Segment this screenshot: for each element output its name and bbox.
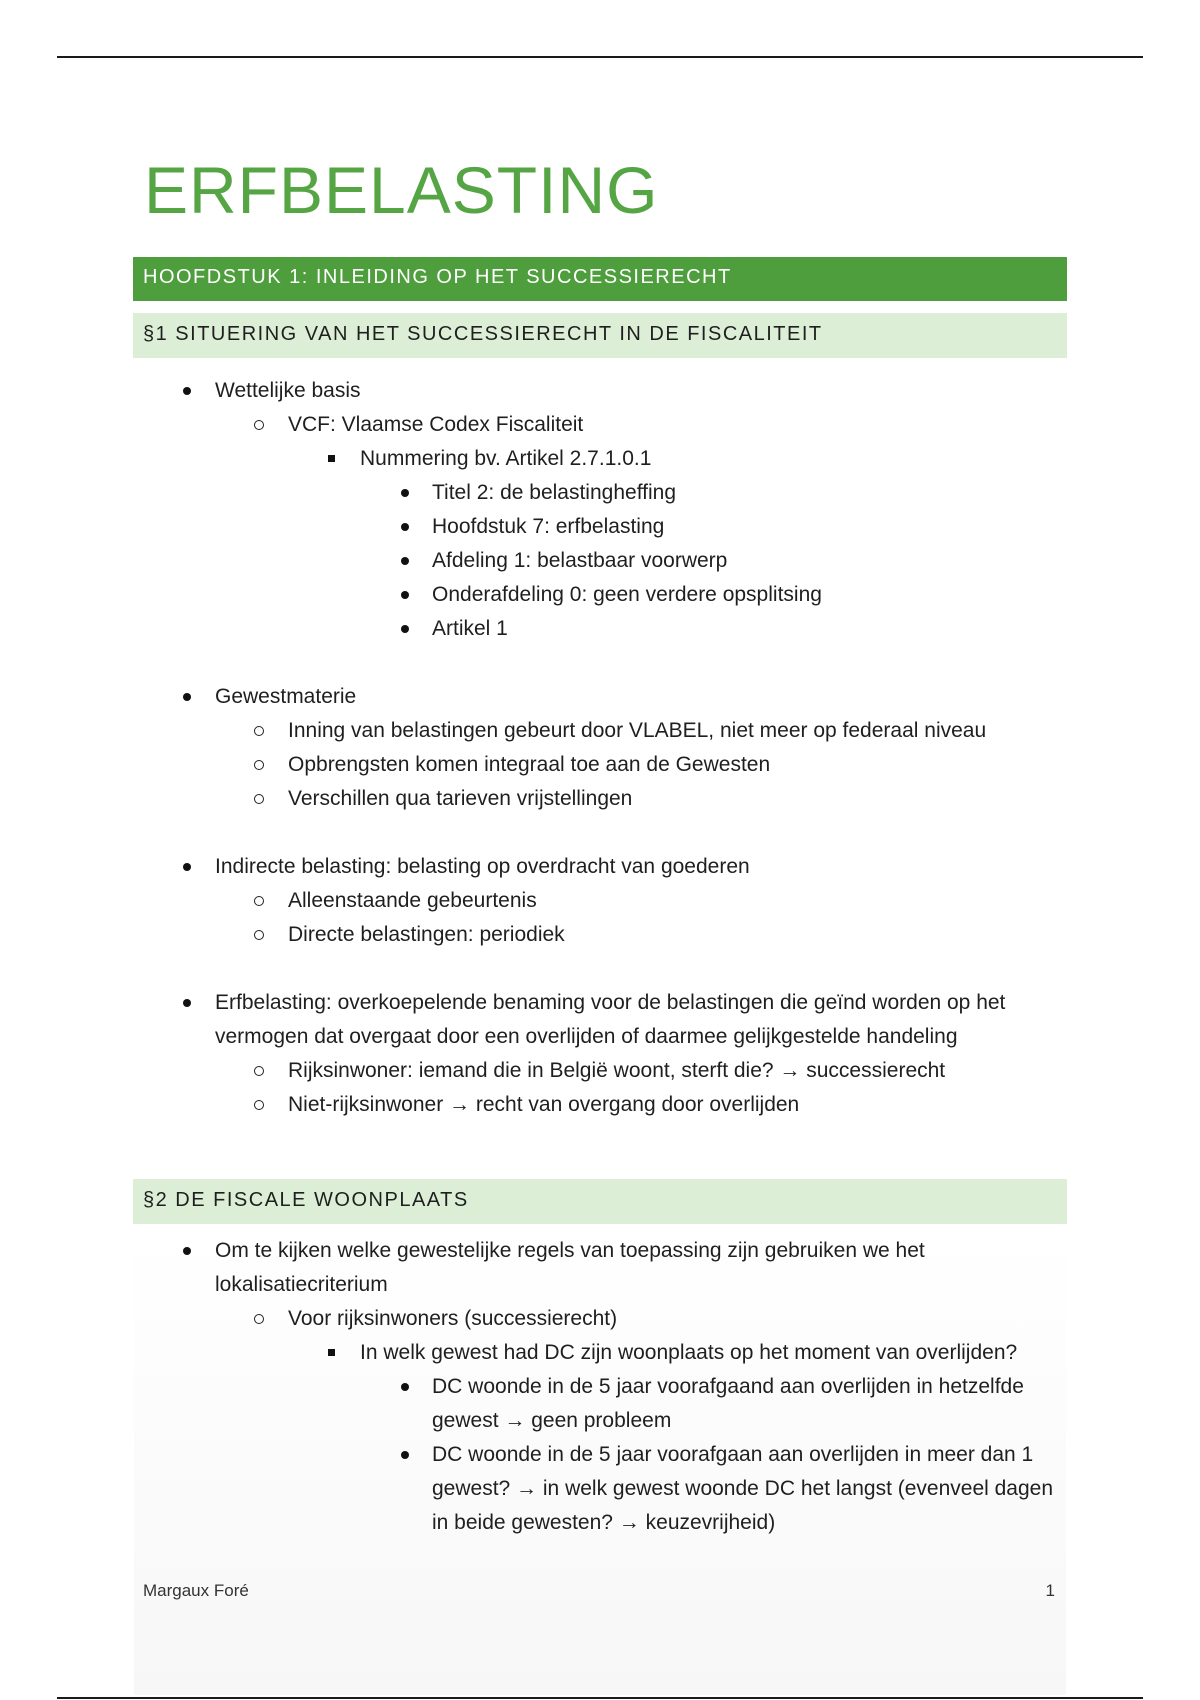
footer-author: Margaux Foré [143, 1581, 249, 1600]
bottom-rule [57, 1697, 1143, 1699]
list-item: Erfbelasting: overkoepelende benaming voor de belastingen die geïnd worden op het vermogen dat overgaat door een overlijden of daarmee gelijkgestelde handeling [133, 986, 1067, 1054]
list-item: In welk gewest had DC zijn woonplaats op het moment van overlijden? [133, 1336, 1067, 1370]
list-item: Niet-rijksinwoner → recht van overgang door overlijden [133, 1088, 1067, 1122]
list-item: Nummering bv. Artikel 2.7.1.0.1 [133, 442, 1067, 476]
section-heading-2: §2 DE FISCALE WOONPLAATS [133, 1179, 1067, 1224]
list-item: VCF: Vlaamse Codex Fiscaliteit [133, 408, 1067, 442]
section-1-list [133, 374, 1067, 1122]
document-body [133, 140, 1067, 1540]
list-item: Rijksinwoner: iemand die in België woont, sterft die? → successierecht [133, 1054, 1067, 1088]
list-item: Artikel 1 [133, 612, 1067, 646]
list-item: DC woonde in de 5 jaar voorafgaand aan overlijden in hetzelfde gewest → geen probleem [133, 1370, 1067, 1438]
list-item: Gewestmaterie [133, 680, 1067, 714]
list-item: Voor rijksinwoners (successierecht) [133, 1302, 1067, 1336]
list-item: Om te kijken welke gewestelijke regels van toepassing zijn gebruiken we het lokalisatiecriterium [133, 1234, 1067, 1302]
list-item: Verschillen qua tarieven vrijstellingen [133, 782, 1067, 816]
list-item: Onderafdeling 0: geen verdere opsplitsing [133, 578, 1067, 612]
section-heading-1: §1 SITUERING VAN HET SUCCESSIERECHT IN DE FISCALITEIT [133, 313, 1067, 358]
list-item: Afdeling 1: belastbaar voorwerp [133, 544, 1067, 578]
list-item: Hoofdstuk 7: erfbelasting [133, 510, 1067, 544]
page-number: 1 [1045, 1581, 1055, 1600]
chapter-heading: HOOFDSTUK 1: INLEIDING OP HET SUCCESSIERECHT [133, 257, 1067, 301]
list-item: Opbrengsten komen integraal toe aan de Gewesten [133, 748, 1067, 782]
list-item: DC woonde in de 5 jaar voorafgaan aan overlijden in meer dan 1 gewest? → in welk gewest woonde DC het langst (evenveel dagen in beide gewesten? → keuzevrijheid) [133, 1438, 1067, 1540]
section-2-list [133, 1234, 1067, 1540]
list-item: Alleenstaande gebeurtenis [133, 884, 1067, 918]
top-rule [57, 56, 1143, 58]
list-item: Directe belastingen: periodiek [133, 918, 1067, 952]
list-item: Wettelijke basis [133, 374, 1067, 408]
list-item: Inning van belastingen gebeurt door VLABEL, niet meer op federaal niveau [133, 714, 1067, 748]
list-item: Titel 2: de belastingheffing [133, 476, 1067, 510]
document-title: ERFBELASTING [144, 153, 659, 227]
list-item: Indirecte belasting: belasting op overdracht van goederen [133, 850, 1067, 884]
